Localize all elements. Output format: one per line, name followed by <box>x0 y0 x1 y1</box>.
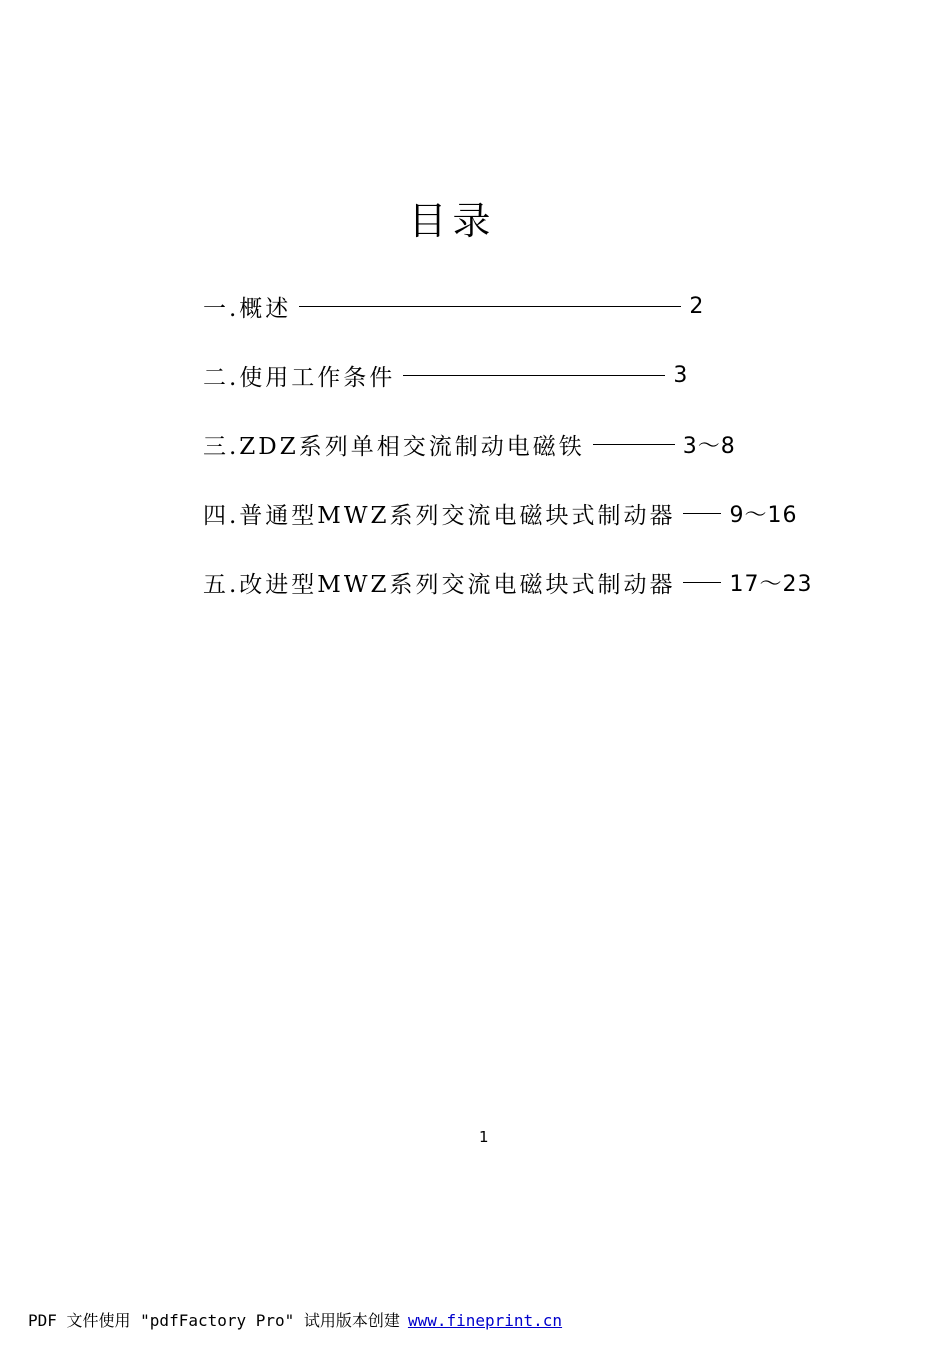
toc-leader-line <box>299 306 681 307</box>
toc-entry <box>203 289 704 323</box>
toc-entry-label: 二.使用工作条件 <box>203 364 396 391</box>
toc-entry-page: 9～16 <box>729 502 798 528</box>
footer-text: PDF 文件使用 "pdfFactory Pro" 试用版本创建 <box>28 1311 400 1330</box>
toc-entry <box>203 358 688 392</box>
toc-entry-label: 三.ZDZ系列单相交流制动电磁铁 <box>203 433 585 460</box>
page-number: 1 <box>479 1128 489 1146</box>
toc-entry <box>203 496 797 530</box>
toc-leader-line <box>683 582 721 583</box>
toc-entry-page: 3 <box>673 362 689 388</box>
toc-leader-line <box>683 513 721 514</box>
footer-link[interactable]: www.fineprint.cn <box>407 1311 563 1330</box>
toc-entry-page: 17～23 <box>729 571 813 597</box>
toc-entry-page: 2 <box>689 293 705 319</box>
footer-watermark <box>28 1308 562 1331</box>
toc-entry-label: 四.普通型MWZ系列交流电磁块式制动器 <box>203 502 676 529</box>
toc-entry-label: 五.改进型MWZ系列交流电磁块式制动器 <box>203 571 676 598</box>
toc-entry-label: 一.概述 <box>203 295 292 322</box>
page-title: 目录 <box>408 199 497 243</box>
toc-leader-line <box>593 444 675 445</box>
toc-entry <box>203 565 812 599</box>
toc-entry-page: 3～8 <box>682 433 736 459</box>
toc-leader-line <box>403 375 665 376</box>
toc-entry <box>203 427 736 461</box>
